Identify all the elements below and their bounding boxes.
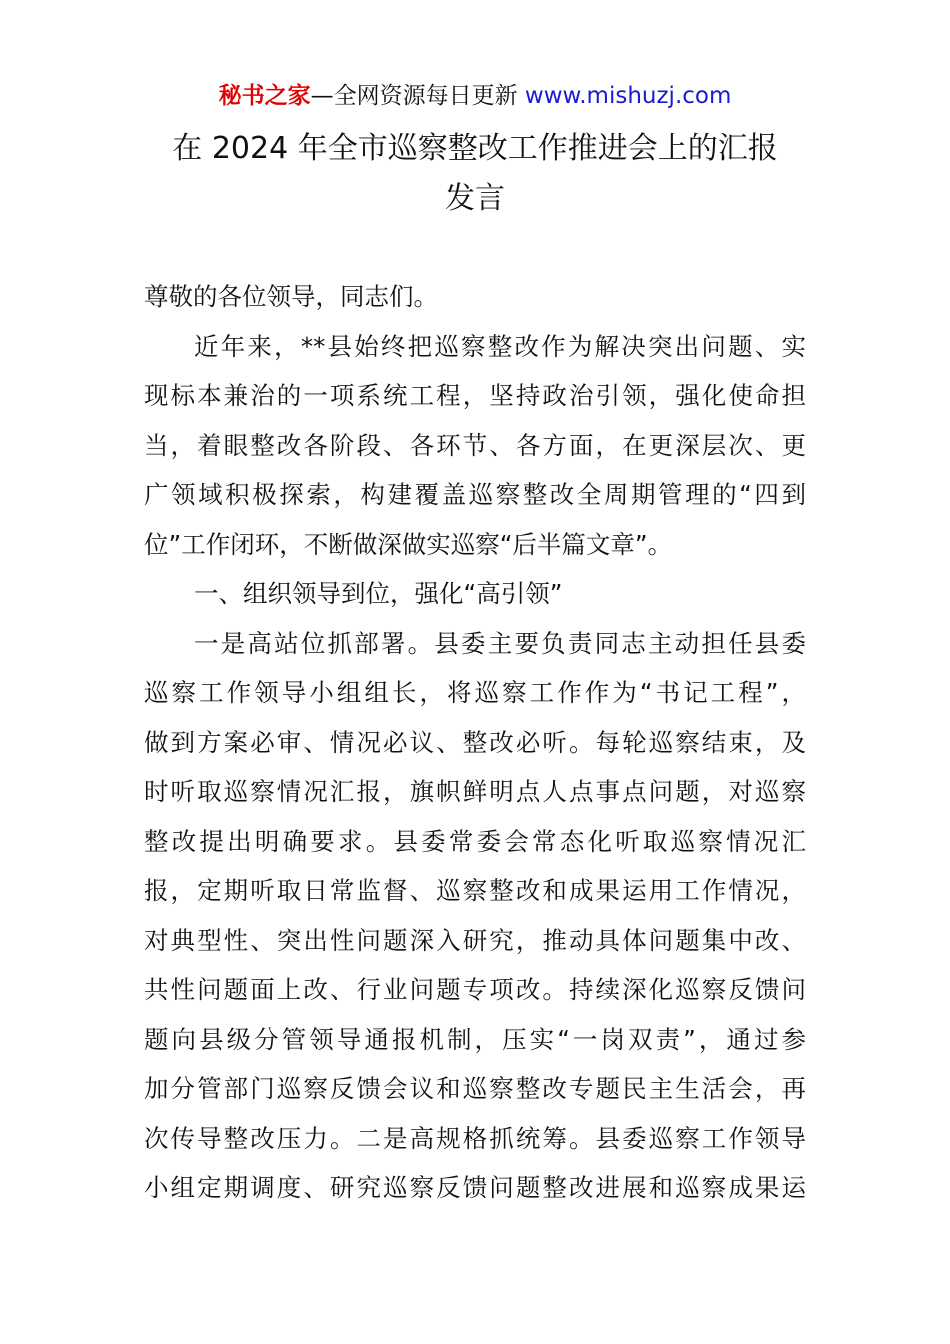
paragraph-line: 整改提出明确要求。县委常委会常态化听取巡察情况汇 [144, 826, 806, 856]
paragraph-line: 题向县级分管领导通报机制，压实“一岗双责”，通过参 [144, 1024, 806, 1054]
title-line-2: 发言 [445, 181, 505, 216]
paragraph-line: 报，定期听取日常监督、巡察整改和成果运用工作情况， [144, 876, 806, 905]
paragraph-line: 加分管部门巡察反馈会议和巡察整改专题民主生活会，再 [144, 1074, 806, 1103]
paragraph-line: 近年来，**县始终把巡察整改作为解决突出问题、实 [194, 331, 806, 361]
site-url-link[interactable]: www.mishuzj.com [524, 83, 732, 109]
document-body [144, 272, 806, 1213]
paragraph-line: 当，着眼整改各阶段、各环节、各方面，在更深层次、更 [144, 430, 806, 460]
paragraph-line: 做到方案必审、情况必议、整改必听。每轮巡察结束，及 [144, 727, 806, 757]
title-line-1: 在 2024 年全市巡察整改工作推进会上的汇报 [172, 131, 778, 166]
paragraph-line: 广领域积极探索，构建覆盖巡察整改全周期管理的“四到 [144, 480, 806, 509]
salutation: 尊敬的各位领导，同志们。 [144, 282, 438, 311]
paragraph-line: 时听取巡察情况汇报，旗帜鲜明点人点事点问题，对巡察 [144, 777, 806, 806]
site-header [0, 80, 950, 112]
paragraph-line: 位”工作闭环，不断做深做实巡察“后半篇文章”。 [144, 529, 673, 559]
site-tagline: —全网资源每日更新 [310, 83, 518, 109]
paragraph-line: 现标本兼治的一项系统工程，坚持政治引领，强化使命担 [144, 381, 806, 410]
brand-name: 秘书之家 [218, 83, 311, 109]
paragraph-line: 对典型性、突出性问题深入研究，推动具体问题集中改、 [144, 925, 806, 955]
paragraph-line: 一是高站位抓部署。县委主要负责同志主动担任县委 [194, 628, 806, 658]
paragraph-line: 巡察工作领导小组组长，将巡察工作作为“书记工程”， [144, 678, 806, 707]
paragraph-line: 次传导整改压力。二是高规格抓统筹。县委巡察工作领导 [144, 1123, 806, 1153]
section-heading: 一、组织领导到位，强化“高引领” [194, 579, 563, 608]
paragraph-line: 共性问题面上改、行业问题专项改。持续深化巡察反馈问 [144, 975, 806, 1004]
document-title [144, 124, 806, 224]
paragraph-line: 小组定期调度、研究巡察反馈问题整改进展和巡察成果运 [144, 1173, 806, 1202]
